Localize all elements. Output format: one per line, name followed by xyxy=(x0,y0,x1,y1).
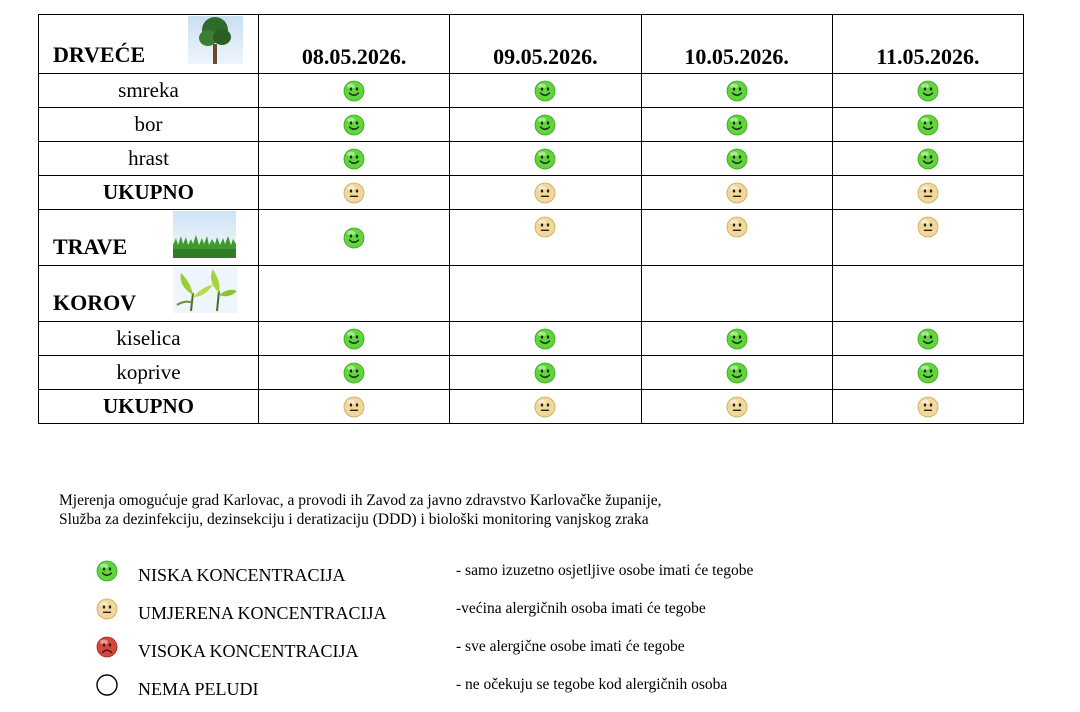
pollen-table xyxy=(38,14,1024,424)
table-row xyxy=(39,356,1024,390)
level-cell xyxy=(832,322,1023,356)
level-cell xyxy=(450,74,641,108)
smiley-icon xyxy=(534,80,556,102)
smiley-icon xyxy=(343,362,365,384)
table-row xyxy=(39,142,1024,176)
level-cell xyxy=(832,74,1023,108)
level-cell xyxy=(641,210,832,266)
date-header: 08.05.2026. xyxy=(259,15,450,74)
level-cell xyxy=(450,176,641,210)
date-header: 09.05.2026. xyxy=(450,15,641,74)
smiley-icon xyxy=(726,362,748,384)
total-row xyxy=(39,176,1024,210)
smiley-icon xyxy=(917,328,939,350)
smiley-icon xyxy=(726,148,748,170)
level-cell xyxy=(641,390,832,424)
tree-image xyxy=(188,16,243,64)
category-trees-title: DRVEĆE xyxy=(53,42,146,67)
header-row xyxy=(39,15,1024,74)
smiley-icon xyxy=(343,328,365,350)
total-label: UKUPNO xyxy=(39,176,259,210)
table-row xyxy=(39,108,1024,142)
level-cell xyxy=(832,266,1023,322)
smiley-icon xyxy=(726,328,748,350)
level-cell xyxy=(259,74,450,108)
level-cell xyxy=(450,322,641,356)
legend-label: UMJERENA KONCENTRACIJA xyxy=(138,603,387,623)
level-cell xyxy=(259,322,450,356)
level-cell xyxy=(641,322,832,356)
level-cell xyxy=(450,210,641,266)
legend xyxy=(96,560,996,712)
smiley-icon xyxy=(534,182,556,204)
smiley-icon xyxy=(917,362,939,384)
total-label: UKUPNO xyxy=(39,390,259,424)
smiley-icon xyxy=(917,216,939,238)
smiley-icon xyxy=(726,396,748,418)
legend-item xyxy=(96,636,996,674)
empty-circle-icon xyxy=(96,674,118,696)
smiley-icon xyxy=(343,396,365,418)
date-header: 10.05.2026. xyxy=(641,15,832,74)
smiley-icon xyxy=(96,560,118,582)
smiley-icon xyxy=(343,148,365,170)
level-cell xyxy=(641,266,832,322)
sad-face-icon xyxy=(96,636,118,658)
smiley-icon xyxy=(343,227,365,249)
category-weeds-title: KOROV xyxy=(53,290,137,315)
level-cell xyxy=(832,142,1023,176)
smiley-icon xyxy=(534,396,556,418)
level-cell xyxy=(832,108,1023,142)
legend-description: - ne očekuju se tegobe kod alergičnih osoba xyxy=(456,676,728,693)
smiley-icon xyxy=(343,182,365,204)
smiley-icon xyxy=(917,182,939,204)
category-trees-cell xyxy=(39,15,259,74)
smiley-icon xyxy=(726,182,748,204)
legend-label: NISKA KONCENTRACIJA xyxy=(138,565,346,585)
smiley-icon xyxy=(343,114,365,136)
level-cell xyxy=(259,142,450,176)
date-header: 11.05.2026. xyxy=(832,15,1023,74)
level-cell xyxy=(641,356,832,390)
level-cell xyxy=(832,210,1023,266)
note-line: Služba za dezinfekciju, dezinsekciju i deratizaciju (DDD) i biološki monitoring vanjskog zraka xyxy=(59,511,649,528)
plant-name: smreka xyxy=(39,74,259,108)
level-cell xyxy=(641,74,832,108)
smiley-icon xyxy=(917,114,939,136)
legend-item xyxy=(96,598,996,636)
level-cell xyxy=(832,176,1023,210)
level-cell xyxy=(641,142,832,176)
level-cell xyxy=(450,390,641,424)
legend-label: NEMA PELUDI xyxy=(138,679,259,699)
legend-description: -većina alergičnih osoba imati će tegobe xyxy=(456,600,706,617)
grass-image xyxy=(173,211,236,258)
category-grasses-title: TRAVE xyxy=(53,234,128,259)
table-row xyxy=(39,322,1024,356)
smiley-icon xyxy=(726,80,748,102)
level-cell xyxy=(259,108,450,142)
weed-image xyxy=(173,267,237,313)
legend-item xyxy=(96,674,996,712)
legend-label: VISOKA KONCENTRACIJA xyxy=(138,641,359,661)
smiley-icon xyxy=(534,148,556,170)
plant-name: bor xyxy=(39,108,259,142)
level-cell xyxy=(259,356,450,390)
grasses-row xyxy=(39,210,1024,266)
table-row xyxy=(39,74,1024,108)
smiley-icon xyxy=(917,80,939,102)
legend-item xyxy=(96,560,996,598)
smiley-icon xyxy=(534,216,556,238)
level-cell xyxy=(259,266,450,322)
smiley-icon xyxy=(726,114,748,136)
weeds-row xyxy=(39,266,1024,322)
legend-description: - samo izuzetno osjetljive osobe imati će tegobe xyxy=(456,562,754,579)
level-cell xyxy=(259,176,450,210)
level-cell xyxy=(259,210,450,266)
category-grasses-cell xyxy=(39,210,259,266)
plant-name: hrast xyxy=(39,142,259,176)
smiley-icon xyxy=(96,598,118,620)
smiley-icon xyxy=(534,362,556,384)
level-cell xyxy=(450,356,641,390)
level-cell xyxy=(450,108,641,142)
level-cell xyxy=(641,176,832,210)
level-cell xyxy=(641,108,832,142)
measurement-note xyxy=(59,491,662,529)
smiley-icon xyxy=(534,114,556,136)
note-line: Mjerenja omogućuje grad Karlovac, a provodi ih Zavod za javno zdravstvo Karlovačke županije, xyxy=(59,492,662,509)
smiley-icon xyxy=(534,328,556,350)
level-cell xyxy=(259,390,450,424)
plant-name: kiselica xyxy=(39,322,259,356)
total-row xyxy=(39,390,1024,424)
level-cell xyxy=(450,266,641,322)
smiley-icon xyxy=(726,216,748,238)
plant-name: koprive xyxy=(39,356,259,390)
legend-description: - sve alergične osobe imati će tegobe xyxy=(456,638,685,655)
level-cell xyxy=(450,142,641,176)
smiley-icon xyxy=(343,80,365,102)
level-cell xyxy=(832,356,1023,390)
level-cell xyxy=(832,390,1023,424)
smiley-icon xyxy=(917,148,939,170)
category-weeds-cell xyxy=(39,266,259,322)
smiley-icon xyxy=(917,396,939,418)
